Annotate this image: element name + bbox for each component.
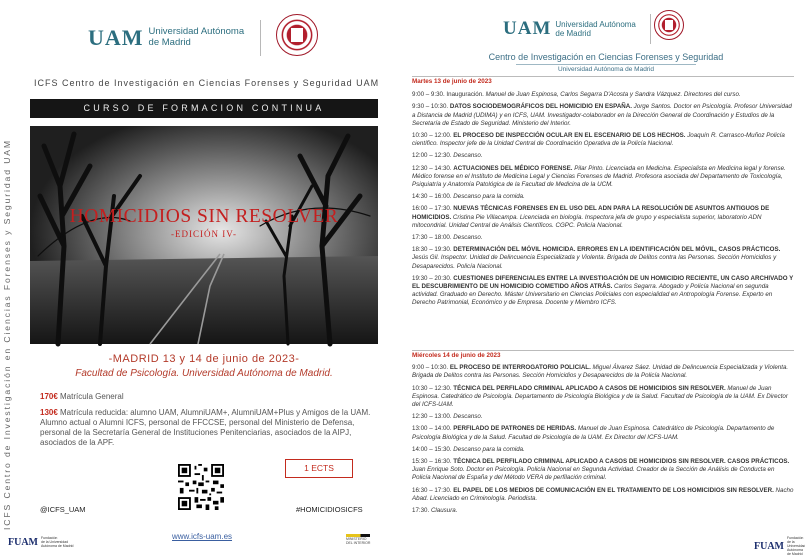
session: 16:00 – 17:30. NUEVAS TÉCNICAS FORENSES EN EL USO DEL ADN PARA LA RESOLUCIÓN DE ASUNTOS ANTIGUOS DE HOMICIDIOS. Cristina Pie Villacampa. Licenciada en biología. Inspectora jefa de grupo y especialista superior, laboratorio ADN mitocondrial. Unidad Central de Análisis Científicos. CGPC. Policía Nacional. — [412, 205, 770, 229]
day1-heading: Martes 13 de junio de 2023 — [412, 78, 492, 85]
program-day2 — [412, 352, 794, 515]
session: 16:30 – 17:30. EL PAPEL DE LOS MEDIOS DE COMUNICACIÓN EN EL TRATAMIENTO DE LOS HOMICIDIOS SIN RESOLVER. Nacho Abad. Licenciado en Criminología. Periodista. — [412, 486, 794, 502]
uam-logo: UAM Universidad Autónoma de Madrid — [88, 20, 261, 56]
session-break: 17:30 – 18:00. Descanso. — [412, 234, 483, 242]
session: 15:30 – 16:30. TÉCNICA DEL PERFILADO CRIMINAL APLICADO A CASOS DE HOMICIDIOS SIN RESOLVER. CASOS PRÁCTICOS. Juan Enrique Soto. Doctor en Psicología. Policía Nacional en Segunda Actividad. Creador de la Sección de Análisis de Conducta en Policía Nacional de España y del Método VERA de perfilación criminal. — [412, 458, 790, 482]
poster-photo — [30, 126, 378, 344]
program-header: Centro de Investigación en Ciencias Forenses y Seguridad Universidad Autónoma de Madrid — [488, 52, 724, 73]
fuam-logo-right: FUAM Fundación de la Universidad Autónoma de Madrid — [754, 536, 805, 556]
price-general: 170€ Matrícula General — [40, 392, 124, 401]
website-link[interactable]: www.icfs-uam.es — [172, 532, 233, 541]
ects-badge: 1 ECTS — [285, 459, 353, 478]
social-handle-left[interactable]: @ICFS_UAM — [40, 505, 86, 514]
price-reduced: 130€ Matrícula reducida: alumno UAM, AlumniUAM+, AlumniUAM+Plus y Amigos de la UAM. Alumno actual o Alumni ICFS, personal de FFCCSE, personal del Ministerio de Defensa, personal de la Secretaría General de Instituciones Penitenciarias, asociados de la AIPJ, asociados de la APF. — [40, 408, 371, 447]
session: 18:30 – 19:30. DETERMINACIÓN DEL MÓVIL HOMICIDA. ERRORES EN LA IDENTIFICACIÓN DEL MÓVIL, CASOS PRÁCTICOS. Jesús Gil. Inspector. Unidad de Delincuencia Especializada y Violenta. Brigada de Delitos contra las Personas. Sección Homicidios y Desaparecidos. Policía Nacional. — [412, 246, 781, 270]
session-break: 17:30. Clausura. — [412, 507, 458, 515]
uam-logo-right: UAM Universidad Autónoma de Madrid — [503, 14, 651, 44]
poster-page — [0, 0, 400, 552]
poster-title: HOMICIDIOS SIN RESOLVER — [69, 206, 339, 227]
qr-code-icon[interactable] — [178, 464, 224, 510]
session: 9:30 – 10:30. DATOS SOCIODEMOGRÁFICOS DEL HOMICIDIO EN ESPAÑA. Jorge Santos. Doctor en Psicología. Profesor Universidad a Distancia de Madrid (UDIMA) y en ICFS, UAM. Investigador-colaborador en la Dirección General de Coordinación y Estudios de la Secretaría de Estado de Seguridad. Ministerio del Interior. — [412, 103, 792, 127]
session-break: 12:30 – 13:00. Descanso. — [412, 413, 483, 421]
event-venue: Facultad de Psicología. Universidad Autónoma de Madrid. — [75, 368, 333, 379]
event-date: -MADRID 13 y 14 de junio de 2023- — [108, 353, 300, 365]
session: 12:30 – 14:30. ACTUACIONES DEL MÉDICO FORENSE. Pilar Pinto. Licenciada en Medicina. Especialista en Medicina legal y forense. Médico forense en el Instituto de Medicina Legal y Ciencias Forenses de Madrid. Profesora asociada del Departamento de Toxicología, Psiquiatría y Anatomía Patológica de la Facultad de Medicina de la UCM. — [412, 164, 786, 189]
session: 19:30 – 20:30. CUESTIONES DIFERENCIALES ENTRE LA INVESTIGACIÓN DE UN HOMICIDIO RECIENTE, UN CASO ARCHIVADO Y EL DESCUBRIMIENTO DE UN HOMICIDIO COMETIDO AÑOS ATRÁS. Carlos Segarra. Abogado y Policía Nacional en segunda actividad. Graduado en Derecho. Máster Universitario en Ciencias Policiales con especialidad en Antropología Forense. Experto en Derecho Patrimonial, Económico y de Empresa. Docente y Miembro ICFS. — [412, 274, 794, 307]
session: 9:00 – 10:30. EL PROCESO DE INTERROGATORIO POLICIAL. Miguel Álvarez Sáez. Unidad de Delincuencia Especializada y Violenta. Brigada de Delitos contra las Personas. Sección Homicidios y Desaparecidos de la Policía Nacional. — [412, 364, 789, 380]
program-day1 — [412, 78, 794, 308]
session-break: 12:00 – 12:30. Descanso. — [412, 152, 483, 160]
ministry-logo: MINISTERIO DEL INTERIOR — [346, 534, 384, 546]
university-seal-icon — [276, 14, 318, 56]
icfs-title: ICFS Centro de Investigación en Ciencias Forenses y Seguridad UAM — [34, 78, 380, 88]
day2-heading: Miércoles 14 de junio de 2023 — [412, 352, 501, 359]
social-handle-right[interactable]: #HOMICIDIOSICFS — [296, 505, 363, 514]
session-break: 14:30 – 16:00. Descanso para la comida. — [412, 193, 525, 201]
session: 13:00 – 14:00. PERFILADO DE PATRONES DE HERIDAS. Manuel de Juan Espinosa. Catedrático de Psicología. Departamento de Psicología Biológica y de la Salud. Facultad de Psicología de la UAM. Ex Director del ICFS-UAM. — [412, 425, 775, 441]
session: 9:00 – 9:30. Inauguración. Manuel de Juan Espinosa, Carlos Segarra D'Acosta y Sandra Vázquez. Directores del curso. — [412, 91, 741, 99]
fuam-logo: FUAM Fundación de la Universidad Autónoma de Madrid — [8, 536, 74, 548]
uam-name: Universidad Autónoma de Madrid — [148, 26, 245, 48]
course-band: CURSO DE FORMACION CONTINUA — [30, 99, 378, 118]
session: 10:30 – 12:00. EL PROCESO DE INSPECCIÓN OCULAR EN EL ESCENARIO DE LOS HECHOS. Joaquín R. Carrasco-Muñoz Policía científico. Inspector jefe de la Unidad Central de Coordinación Operativa de la Policía Nacional. — [412, 132, 785, 148]
university-seal-icon-right — [654, 10, 684, 40]
session-break: 14:00 – 15:30. Descanso para la comida. — [412, 445, 525, 453]
vertical-side-text: ICFS Centro de Investigación en Ciencias Forenses y Seguridad UAM — [2, 139, 12, 530]
session: 10:30 – 12:30. TÉCNICA DEL PERFILADO CRIMINAL APLICADO A CASOS DE HOMICIDIOS SIN RESOLVER. Manuel de Juan Espinosa. Catedrático de Psicología. Departamento de Psicología Biológica y de la Salud. Facultad de Psicología de la UAM. Ex Director del ICFS-UAM. — [412, 384, 788, 409]
poster-edition: -EDICIÓN IV- — [171, 229, 237, 239]
program-page — [400, 0, 805, 556]
